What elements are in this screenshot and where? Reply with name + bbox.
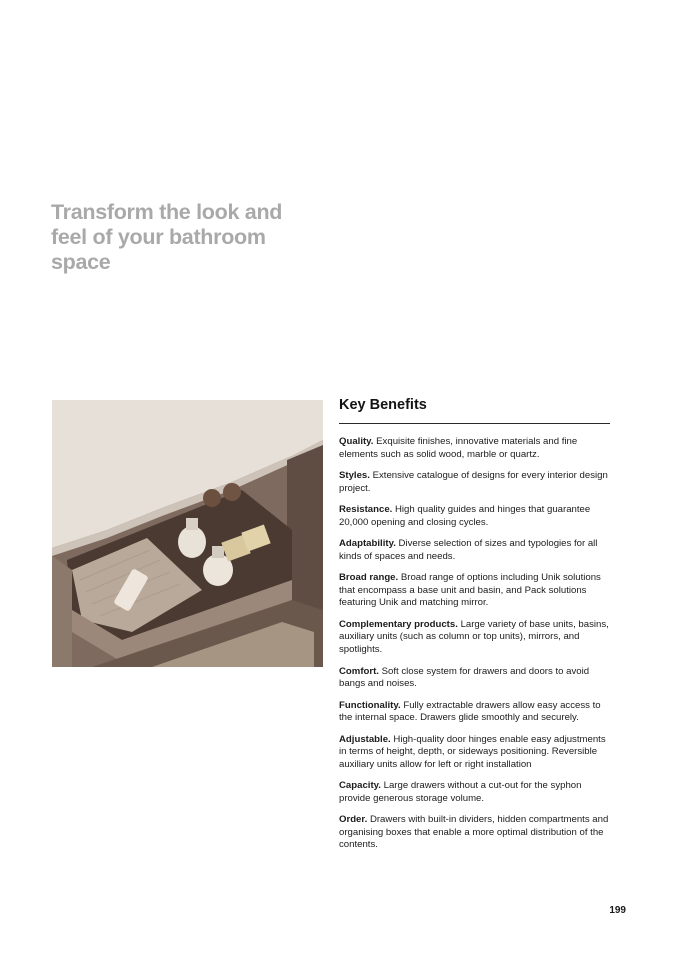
benefit-name: Broad range.: [339, 572, 399, 584]
benefit-complementary-products: [339, 619, 614, 657]
benefit-name: Capacity.: [339, 780, 381, 792]
benefit-resistance: [339, 504, 614, 529]
title-divider: [339, 423, 610, 424]
benefit-name: Functionality.: [339, 699, 401, 711]
benefit-capacity: [339, 780, 614, 805]
benefit-text: Diverse selection of sizes and typologies for all kinds of spaces and needs.: [339, 538, 598, 562]
benefit-name: Adjustable.: [339, 733, 391, 745]
page-number: 199: [609, 905, 626, 916]
benefit-text: High-quality door hinges enable easy adjustments in terms of height, depth, or sideways positioning. Reversible auxiliary units allow for left or right installation: [339, 733, 606, 770]
benefit-broad-range: [339, 572, 614, 610]
benefit-text: Large drawers without a cut-out for the syphon provide generous storage volume.: [339, 780, 582, 804]
key-benefits-title: Key Benefits: [339, 397, 427, 413]
benefit-styles: [339, 470, 614, 495]
bathroom-drawer-photo: [52, 400, 323, 667]
benefit-adjustable: [339, 734, 614, 772]
benefit-comfort: [339, 666, 614, 691]
benefit-functionality: [339, 700, 614, 725]
benefit-order: [339, 814, 614, 852]
benefit-name: Complementary products.: [339, 618, 458, 630]
benefit-text: Extensive catalogue of designs for every interior design project.: [339, 470, 608, 494]
benefit-text: Exquisite finishes, innovative materials and fine elements such as solid wood, marble or quartz.: [339, 436, 578, 460]
benefit-text: Drawers with built-in dividers, hidden compartments and organising boxes that enable a more optimal distribution of the contents.: [339, 814, 609, 851]
benefit-name: Adaptability.: [339, 538, 396, 550]
benefit-text: Broad range of options including Unik solutions that encompass a base unit and basin, and Pack solutions featuring Unik and matching mirror.: [339, 572, 601, 609]
benefit-name: Styles.: [339, 470, 370, 482]
benefit-quality: [339, 436, 614, 461]
benefit-name: Order.: [339, 814, 368, 826]
benefit-text: Soft close system for drawers and doors to avoid bangs and noises.: [339, 665, 590, 690]
headline: Transform the look and feel of your bathroom space: [51, 200, 283, 274]
benefit-text: Fully extractable drawers allow easy access to the internal space. Drawers glide smoothly and securely.: [339, 699, 601, 724]
benefit-name: Resistance.: [339, 504, 393, 516]
benefits-list: [339, 436, 614, 861]
benefit-text: Large variety of base units, basins, auxiliary units (such as column or top units), mirrors, and spotlights.: [339, 618, 609, 655]
benefit-adaptability: [339, 538, 614, 563]
benefit-text: High quality guides and hinges that guarantee 20,000 opening and closing cycles.: [339, 504, 591, 528]
benefit-name: Quality.: [339, 436, 374, 447]
benefit-name: Comfort.: [339, 665, 379, 677]
